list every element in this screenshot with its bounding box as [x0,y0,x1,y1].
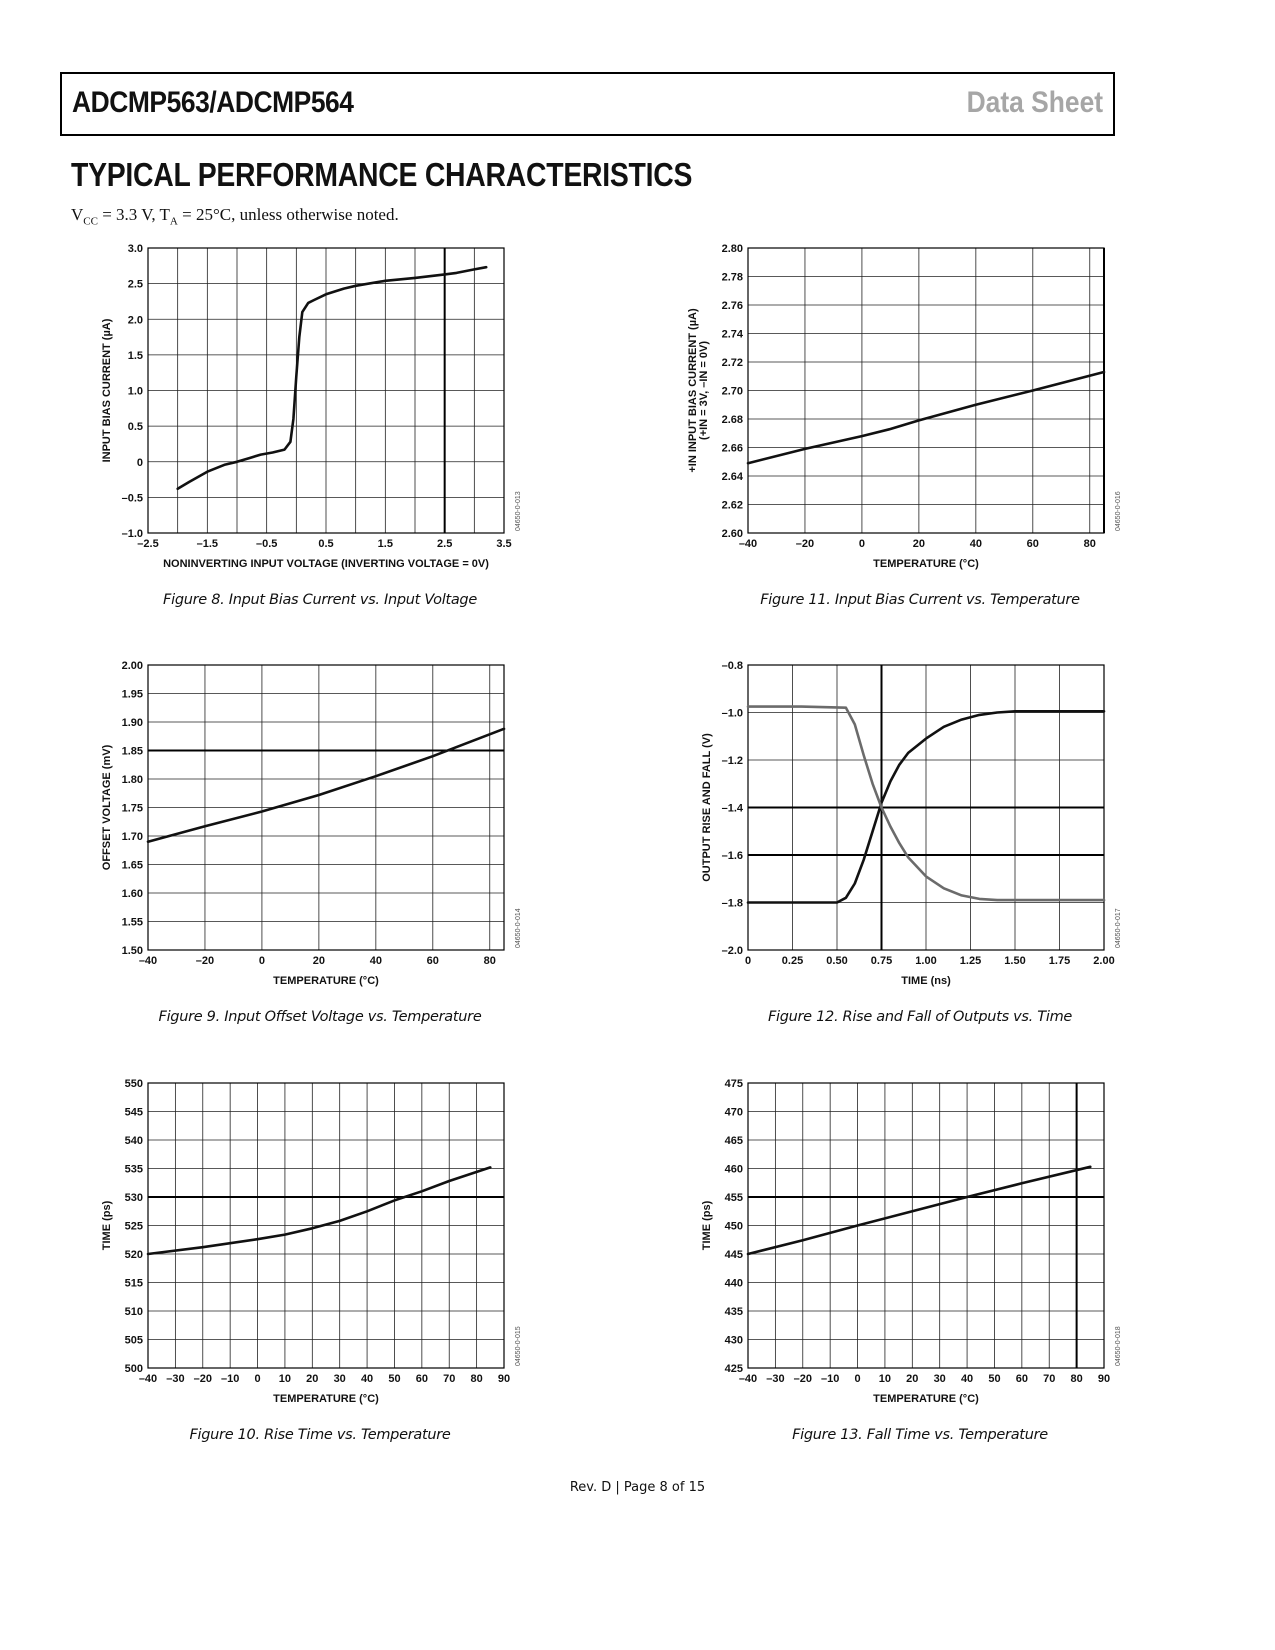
y-tick-label: –1.6 [721,850,743,862]
y-tick-label: 2.66 [721,442,743,455]
page-header [60,72,1115,136]
x-tick-label: 20 [912,538,926,550]
y-tick-label: 1.55 [121,916,143,929]
y-tick-label: 2.64 [721,471,743,483]
y-tick-label: 540 [124,1135,143,1147]
y-tick-label: 1.5 [127,349,143,362]
y-tick-label: –2.0 [721,945,743,957]
x-tick-label: 60 [1015,1373,1028,1385]
y-tick-label: 455 [724,1192,743,1204]
x-tick-label: 20 [306,1373,319,1385]
figure-8 [0,228,640,608]
series-line-1 [178,267,487,489]
x-tick-label: 80 [1083,538,1096,550]
x-tick-label: 10 [278,1373,292,1385]
figure-8-caption: Figure 8. Input Bias Current vs. Input Voltage [163,592,477,608]
y-tick-label: 430 [724,1334,743,1347]
chart-figure-11 [600,228,1240,588]
x-axis-label: TEMPERATURE (°C) [273,975,379,987]
y-tick-label: 1.60 [121,888,143,900]
x-tick-label: 40 [360,1373,374,1385]
y-tick-label: 425 [724,1363,743,1375]
x-tick-label: 1.50 [1004,955,1026,967]
y-tick-label: 550 [124,1078,143,1090]
x-tick-label: 0.75 [870,955,893,967]
x-tick-label: 30 [333,1373,346,1385]
y-axis-label: TIME (ps) [101,1200,113,1251]
series-line-1 [148,1167,490,1254]
y-tick-label: 2.70 [721,385,743,398]
x-tick-label: 80 [470,1373,483,1385]
y-axis-label: TIME (ps) [701,1200,713,1251]
chart-figure-12 [600,645,1240,1005]
y-tick-label: 1.80 [121,774,143,786]
grid [748,248,1104,533]
figure-file-id: 04650-0-015 [515,1326,522,1366]
x-tick-label: –40 [738,538,758,550]
y-axis-label: OFFSET VOLTAGE (mV) [101,744,113,871]
chart-figure-9 [0,645,640,1005]
y-tick-label: 2.80 [721,243,743,255]
y-tick-label: 510 [124,1306,143,1318]
figure-9-caption: Figure 9. Input Offset Voltage vs. Temperature [158,1009,482,1025]
y-tick-label: –1.8 [721,897,743,910]
x-tick-label: –30 [166,1373,185,1385]
y-axis-label: OUTPUT RISE AND FALL (V) [701,733,713,882]
y-tick-label: 1.0 [127,385,143,398]
figure-13 [600,1063,1240,1443]
x-tick-label: 70 [1043,1373,1056,1385]
y-tick-label: –0.8 [721,660,743,672]
y-tick-label: 470 [724,1106,743,1119]
doc-type-label: Data Sheet [966,86,1103,119]
figure-file-id: 04650-0-016 [1115,491,1122,531]
x-tick-label: 90 [1097,1373,1111,1385]
figure-13-caption: Figure 13. Fall Time vs. Temperature [792,1427,1048,1443]
figure-11-caption: Figure 11. Input Bias Current vs. Temperature [760,592,1080,608]
x-tick-label: 40 [969,538,982,550]
x-tick-label: –10 [220,1373,240,1385]
y-tick-label: –1.4 [721,802,743,815]
page-footer: Rev. D | Page 8 of 15 [569,1480,706,1495]
x-tick-label: –10 [820,1373,840,1385]
x-tick-label: 0 [258,955,265,967]
y-tick-label: 3.0 [127,243,143,255]
y-tick-label: 2.0 [127,314,143,327]
y-tick-label: –1.0 [121,528,143,540]
series-line-1 [748,372,1104,463]
x-tick-label: 80 [1070,1373,1083,1385]
x-tick-label: 2.00 [1093,955,1115,967]
y-tick-label: 460 [724,1163,743,1176]
y-tick-label: 1.65 [121,859,143,872]
y-tick-label: 525 [124,1220,143,1233]
chart-figure-10 [0,1063,640,1423]
x-axis-label: TEMPERATURE (°C) [873,558,979,570]
x-tick-label: 20 [906,1373,919,1385]
y-tick-label: 445 [724,1249,743,1261]
x-tick-label: 40 [960,1373,974,1385]
x-tick-label: 3.5 [496,538,512,550]
y-tick-label: 535 [124,1163,143,1176]
x-tick-label: 1.75 [1048,955,1071,967]
x-tick-label: –2.5 [137,538,159,550]
y-tick-label: 520 [124,1249,143,1261]
product-title: ADCMP563/ADCMP564 [72,86,354,119]
figure-11 [600,228,1240,608]
x-axis-label: TEMPERATURE (°C) [873,1393,979,1405]
x-tick-label: 1.5 [377,538,393,550]
x-tick-label: 90 [497,1373,511,1385]
x-tick-label: –0.5 [255,538,278,550]
x-tick-label: 0 [744,955,752,967]
y-tick-label: 505 [124,1334,143,1347]
y-tick-label: –0.5 [121,492,143,505]
y-tick-label: 515 [124,1277,143,1290]
x-tick-label: 0 [858,538,865,550]
y-tick-label: 435 [724,1306,743,1318]
y-tick-label: 1.95 [121,688,143,701]
y-tick-label: 0 [136,456,143,469]
y-tick-label: 1.85 [121,745,143,758]
y-tick-label: 2.00 [121,660,143,672]
x-tick-label: –20 [193,1373,212,1385]
y-tick-label: 1.50 [121,945,143,957]
figure-10 [0,1063,640,1443]
x-tick-label: –40 [138,1373,158,1385]
y-tick-label: 2.68 [721,414,743,426]
x-axis-label: TEMPERATURE (°C) [273,1393,379,1405]
figure-12 [600,645,1240,1025]
figure-file-id: 04650-0-018 [1115,1326,1122,1366]
x-tick-label: 1.00 [915,955,937,967]
y-axis-label: +IN INPUT BIAS CURRENT (µA) [687,308,699,473]
y-tick-label: 530 [124,1192,143,1204]
x-tick-label: 70 [443,1373,456,1385]
y-tick-label: 465 [724,1135,743,1147]
x-axis-label: NONINVERTING INPUT VOLTAGE (INVERTING VOLTAGE = 0V) [163,558,489,570]
y-tick-label: 2.5 [127,278,143,291]
x-tick-label: 0.25 [781,955,804,967]
figure-10-caption: Figure 10. Rise Time vs. Temperature [189,1427,451,1443]
grid [748,1083,1104,1368]
x-tick-label: 40 [369,955,382,967]
series-line-1 [148,729,504,842]
grid [148,665,504,950]
y-tick-label: 0.5 [127,421,143,434]
y-tick-label: 2.60 [721,528,743,540]
y-tick-label: 1.70 [121,831,143,843]
figure-file-id: 04650-0-017 [1115,908,1122,948]
x-tick-label: 0 [254,1373,261,1385]
figure-12-caption: Figure 12. Rise and Fall of Outputs vs. Time [767,1009,1073,1025]
x-tick-label: 60 [426,955,439,967]
chart-figure-8 [0,228,640,588]
y-axis-label: INPUT BIAS CURRENT (µA) [101,318,113,463]
x-tick-label: 80 [483,955,496,967]
y-tick-label: 2.62 [721,499,743,512]
y-tick-label: 1.75 [121,802,143,815]
x-tick-label: 0.5 [318,538,334,550]
x-tick-label: –20 [195,955,215,967]
figure-file-id: 04650-0-014 [515,908,522,948]
y-tick-label: 475 [724,1078,743,1090]
y-tick-label: 2.74 [721,328,743,341]
x-tick-label: –40 [738,1373,758,1385]
x-tick-label: –1.5 [196,538,219,550]
x-tick-label: –30 [766,1373,785,1385]
series-line-1 [748,1167,1090,1254]
y-tick-label: –1.0 [721,707,743,720]
x-tick-label: 0.50 [826,955,848,967]
y-tick-label: 440 [724,1277,743,1290]
x-tick-label: 60 [415,1373,428,1385]
x-tick-label: 60 [1026,538,1039,550]
figure-9 [0,645,640,1025]
figure-file-id: 04650-0-013 [515,491,522,531]
x-tick-label: –20 [795,538,815,550]
test-conditions: $V_{CC} = 3.3$ V, $T_A = 25^\circ C$, unless otherwise noted. [71,205,399,228]
x-tick-label: 20 [312,955,326,967]
x-tick-label: 1.25 [959,955,982,967]
y-tick-label: 1.90 [121,717,143,729]
x-tick-label: 30 [933,1373,946,1385]
x-tick-label: 0 [854,1373,861,1385]
y-tick-label: 2.78 [721,271,743,284]
y-tick-label: 2.72 [721,357,743,369]
x-tick-label: 50 [388,1373,401,1385]
x-tick-label: –20 [793,1373,812,1385]
section-title: TYPICAL PERFORMANCE CHARACTERISTICS [71,156,693,193]
y-tick-label: 545 [124,1106,143,1119]
y-tick-label: 450 [724,1220,743,1233]
x-tick-label: –40 [138,955,158,967]
x-tick-label: 50 [988,1373,1001,1385]
x-tick-label: 2.5 [437,538,453,550]
x-tick-label: 10 [878,1373,892,1385]
x-axis-label: TIME (ns) [901,975,951,987]
y-axis-label-line-2: (+IN = 3V, –IN = 0V) [698,341,710,440]
y-tick-label: 2.76 [721,300,743,312]
y-tick-label: –1.2 [721,755,743,767]
chart-figure-13 [600,1063,1240,1423]
grid [148,248,504,533]
y-tick-label: 500 [124,1363,143,1375]
